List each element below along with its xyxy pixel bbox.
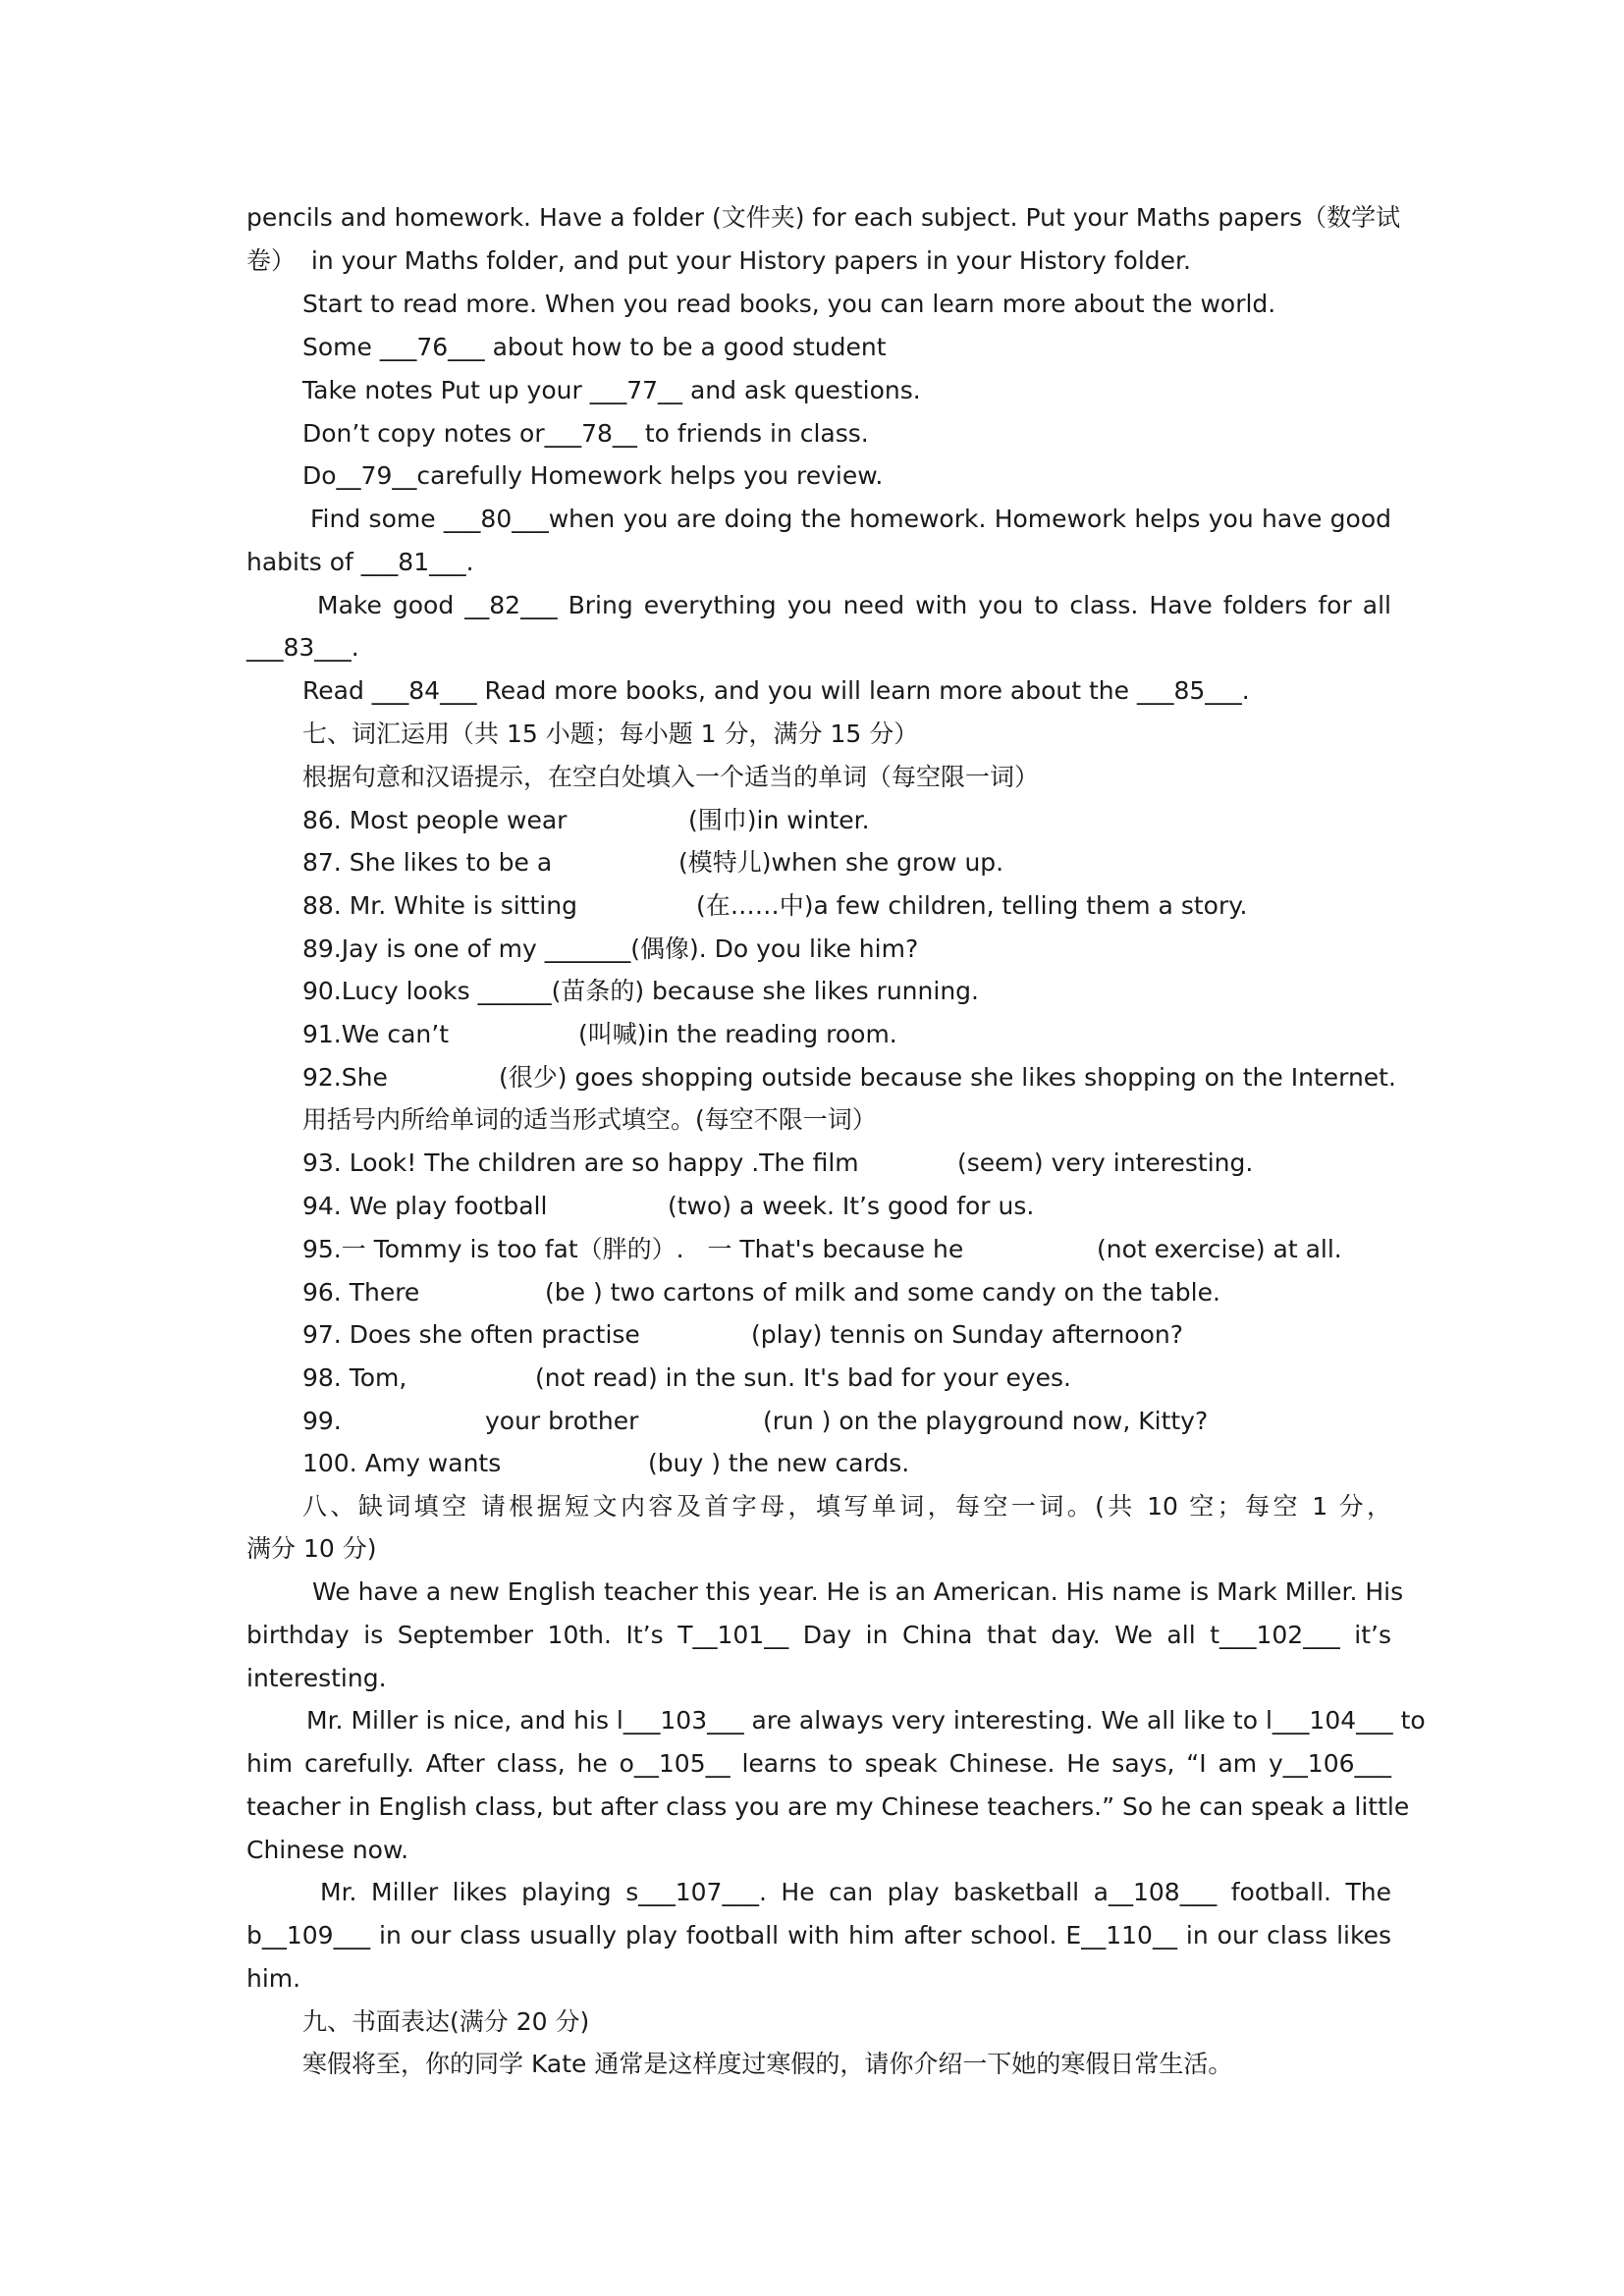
question-88-suffix: (在……中)a few children, telling them a story. [696, 891, 1248, 920]
question-93-suffix: (seem) very interesting. [957, 1148, 1254, 1177]
reading-line-2: 卷） in your Maths folder, and put your History papers in your History folder. [246, 246, 1191, 275]
question-99-suffix: (run ) on the playground now, Kitty? [763, 1407, 1209, 1435]
question-99-prefix: 99. [302, 1407, 342, 1435]
section-9-prompt: 寒假将至，你的同学 Kate 通常是这样度过寒假的，请你介绍一下她的寒假日常生活。 [302, 2050, 1233, 2078]
cloze-paragraph-1-line-2: birthday is September 10th. It’s T__101__ Day in China that day. We all t___102___ it’s [246, 1621, 1391, 1649]
question-95-prefix: 95.一 Tommy is too fat（胖的）. 一 That's because he [302, 1235, 964, 1263]
cloze-paragraph-3-line-3: him. [246, 1964, 301, 1993]
question-91-prefix: 91.We can’t [302, 1020, 449, 1048]
summary-item-81: habits of ___81___. [246, 548, 474, 576]
question-96-suffix: (be ) two cartons of milk and some candy on the table. [545, 1278, 1220, 1307]
summary-item-79: Do__79__carefully Homework helps you review. [302, 461, 884, 490]
question-100-prefix: 100. Amy wants [302, 1449, 502, 1477]
cloze-paragraph-2-line-1: Mr. Miller is nice, and his l___103___ are always very interesting. We all like to l___104___ to [306, 1706, 1426, 1735]
question-94-suffix: (two) a week. It’s good for us. [668, 1192, 1035, 1220]
question-100-suffix: (buy ) the new cards. [648, 1449, 910, 1477]
cloze-paragraph-3-line-2: b__109___ in our class usually play football with him after school. E__110__ in our class likes [246, 1921, 1391, 1949]
summary-item-83: ___83___. [246, 633, 359, 662]
question-98-suffix: (not read) in the sun. It's bad for your eyes. [535, 1363, 1071, 1392]
section-8-title: 八、缺词填空 请根据短文内容及首字母，填写单词，每空一词。(共 10 空；每空 1 分， [302, 1492, 1391, 1521]
cloze-paragraph-2-line-2: him carefully. After class, he o__105__ learns to speak Chinese. He says, “I am y__106___ [246, 1749, 1391, 1778]
question-86-suffix: (围巾)in winter. [688, 806, 870, 834]
question-87-prefix: 87. She likes to be a [302, 848, 553, 877]
question-92-suffix: (很少) goes shopping outside because she likes shopping on the Internet. [499, 1063, 1396, 1092]
cloze-paragraph-1-line-3: interesting. [246, 1664, 387, 1692]
question-94-prefix: 94. We play football [302, 1192, 548, 1220]
section-7-instruction: 根据句意和汉语提示，在空白处填入一个适当的单词（每空限一词） [302, 763, 1040, 791]
question-90: 90.Lucy looks ______(苗条的) because she likes running. [302, 977, 979, 1005]
summary-item-77: Take notes Put up your ___77__ and ask questions. [302, 376, 921, 404]
question-89: 89.Jay is one of my _______(偶像). Do you like him? [302, 934, 919, 963]
section-8-title-cont: 满分 10 分) [246, 1534, 377, 1563]
cloze-paragraph-1-line-1: We have a new English teacher this year. He is an American. His name is Mark Miller. His [312, 1577, 1404, 1606]
summary-item-84: Read ___84___ Read more books, and you will learn more about the ___85___. [302, 676, 1250, 705]
question-93-prefix: 93. Look! The children are so happy .The film [302, 1148, 859, 1177]
question-92-prefix: 92.She [302, 1063, 388, 1092]
question-96-prefix: 96. There [302, 1278, 420, 1307]
question-99-middle: your brother [485, 1407, 639, 1435]
question-95-suffix: (not exercise) at all. [1097, 1235, 1342, 1263]
question-86-prefix: 86. Most people wear [302, 806, 568, 834]
summary-item-76: Some ___76___ about how to be a good student [302, 333, 887, 361]
question-87-suffix: (模特儿)when she grow up. [678, 848, 1004, 877]
question-91-suffix: (叫喊)in the reading room. [578, 1020, 897, 1048]
reading-line-3: Start to read more. When you read books, you can learn more about the world. [302, 290, 1276, 318]
cloze-paragraph-2-line-4: Chinese now. [246, 1836, 409, 1864]
summary-item-78: Don’t copy notes or___78__ to friends in class. [302, 419, 869, 448]
section-7-instruction-2: 用括号内所给单词的适当形式填空。(每空不限一词） [302, 1105, 877, 1134]
cloze-paragraph-2-line-3: teacher in English class, but after class you are my Chinese teachers.” So he can speak a little [246, 1792, 1410, 1821]
cloze-paragraph-3-line-1: Mr. Miller likes playing s___107___. He can play basketball a__108___ football. The [320, 1878, 1391, 1906]
summary-item-80: Find some ___80___when you are doing the homework. Homework helps you have good [310, 505, 1391, 533]
question-88-prefix: 88. Mr. White is sitting [302, 891, 577, 920]
question-97-prefix: 97. Does she often practise [302, 1320, 640, 1349]
summary-item-82: Make good __82___ Bring everything you need with you to class. Have folders for all [317, 591, 1391, 619]
reading-line-1: pencils and homework. Have a folder (文件夹) for each subject. Put your Maths papers（数学试 [246, 203, 1401, 232]
question-97-suffix: (play) tennis on Sunday afternoon? [751, 1320, 1184, 1349]
question-98-prefix: 98. Tom, [302, 1363, 407, 1392]
section-9-title: 九、书面表达(满分 20 分) [302, 2007, 590, 2036]
section-7-title: 七、词汇运用（共 15 小题；每小题 1 分，满分 15 分） [302, 720, 919, 748]
